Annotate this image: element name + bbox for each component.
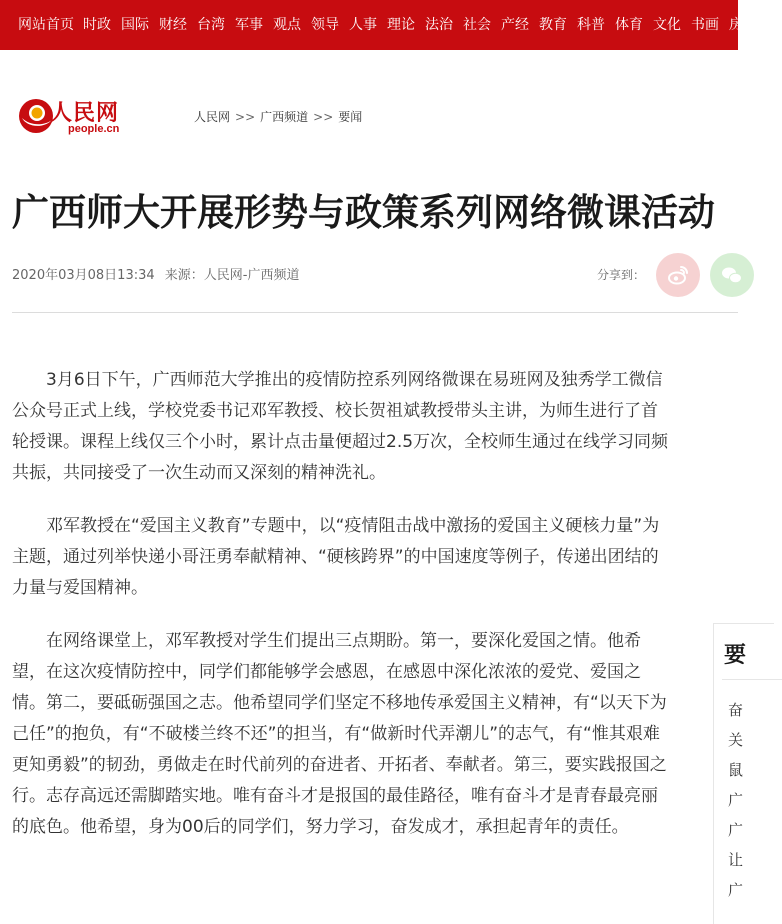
breadcrumb-separator: >>: [235, 110, 256, 124]
share-wechat-button[interactable]: [710, 253, 754, 297]
breadcrumb-separator: >>: [313, 110, 334, 124]
sidebar-news-item[interactable]: 广: [728, 791, 744, 809]
article-meta: [12, 267, 300, 285]
nav-item-art[interactable]: 书画: [691, 17, 719, 33]
logo-domain-text: people.cn: [68, 123, 120, 135]
logo-brand-text: 人民网: [50, 100, 120, 126]
nav-item-science[interactable]: 科普: [577, 17, 605, 33]
article-paragraph: 在网络课堂上，邓军教授对学生们提出三点期盼。第一，要深化爱国之情。他希望，在这次疫情防控中，同学们都能够学会感恩，在感恩中深化浓浓的爱党、爱国之情。第二，要砥砺强国之志。他希望同学们坚定不移地传承爱国主义精神，有“以天下为己任”的抱负，有“不破楼兰终不还”的担当，有“做新时代弄潮儿”的志气，有“惟其艰难更知勇毅”的韧劲，勇做走在时代前列的奋进者、开拓者、奉献者。第三，要实践报国之行。志存高远还需脚踏实地。唯有奋斗才是报国的最佳路径，唯有奋斗才是青春最亮丽的底色。他希望，身为00后的同学们，努力学习，奋发成才，承担起青年的责任。: [12, 631, 667, 837]
news-sidebar: [713, 623, 774, 924]
breadcrumb-item-channel[interactable]: 广西频道: [260, 110, 309, 124]
nav-item-world[interactable]: 国际: [121, 17, 149, 33]
nav-item-culture[interactable]: 文化: [653, 17, 681, 33]
sidebar-divider: [722, 679, 782, 680]
nav-item-industry[interactable]: 产经: [501, 17, 529, 33]
source-label: 来源：: [164, 268, 204, 283]
nav-item-home[interactable]: 网站首页: [18, 17, 74, 33]
nav-item-military[interactable]: 军事: [235, 17, 263, 33]
sidebar-news-item[interactable]: 让: [728, 851, 744, 869]
top-nav-bar: [0, 0, 743, 50]
wechat-icon: [720, 263, 744, 287]
nav-item-house[interactable]: 房: [729, 17, 743, 33]
breadcrumb-item-home[interactable]: 人民网: [194, 110, 231, 124]
breadcrumb-item-news[interactable]: 要闻: [338, 110, 363, 124]
breadcrumb: [194, 109, 362, 125]
sidebar-news-item[interactable]: 奋: [728, 701, 744, 719]
nav-item-law[interactable]: 法治: [425, 17, 453, 33]
sidebar-news-item[interactable]: 鼠: [728, 761, 744, 779]
nav-item-education[interactable]: 教育: [539, 17, 567, 33]
article-date: 2020年03月08日13:34: [12, 268, 155, 283]
nav-item-taiwan[interactable]: 台湾: [197, 17, 225, 33]
article-title: 广西师大开展形势与政策系列网络微课活动: [12, 191, 715, 234]
article-paragraph: 邓军教授在“爱国主义教育”专题中，以“疫情阻击战中激扬的爱国主义硬核力量”为主题，通过列举快递小哥汪勇奉献精神、“硬核跨界”的中国速度等例子，传递出团结的力量与爱国精神。: [12, 516, 660, 598]
share-weibo-button[interactable]: [656, 253, 700, 297]
article-body: [12, 365, 672, 865]
header-divider: [12, 312, 738, 313]
sidebar-news-item[interactable]: 广: [728, 881, 744, 899]
sidebar-news-item[interactable]: 关: [728, 731, 744, 749]
nav-item-sports[interactable]: 体育: [615, 17, 643, 33]
nav-item-theory[interactable]: 理论: [387, 17, 415, 33]
article-paragraph: 3月6日下午，广西师范大学推出的疫情防控系列网络微课在易班网及独秀学工微信公众号正式上线，学校党委书记邓军教授、校长贺祖斌教授带头主讲，为师生进行了首轮授课。课程上线仅三个小时，累计点击量便超过2.5万次，全校师生通过在线学习同频共振，共同接受了一次生动而又深刻的精神洗礼。: [12, 370, 669, 483]
share-label: 分享到：: [597, 268, 646, 282]
nav-item-personnel[interactable]: 人事: [349, 17, 377, 33]
nav-item-leaders[interactable]: 领导: [311, 17, 339, 33]
sidebar-title: 要: [724, 643, 747, 668]
nav-item-finance[interactable]: 财经: [159, 17, 187, 33]
article-source-link[interactable]: 人民网-广西频道: [203, 268, 300, 283]
nav-item-politics[interactable]: 时政: [83, 17, 111, 33]
weibo-icon: [666, 263, 690, 287]
nav-item-opinion[interactable]: 观点: [273, 17, 301, 33]
site-logo[interactable]: [16, 94, 134, 138]
sidebar-news-item[interactable]: 广: [728, 821, 744, 839]
nav-item-society[interactable]: 社会: [463, 17, 491, 33]
